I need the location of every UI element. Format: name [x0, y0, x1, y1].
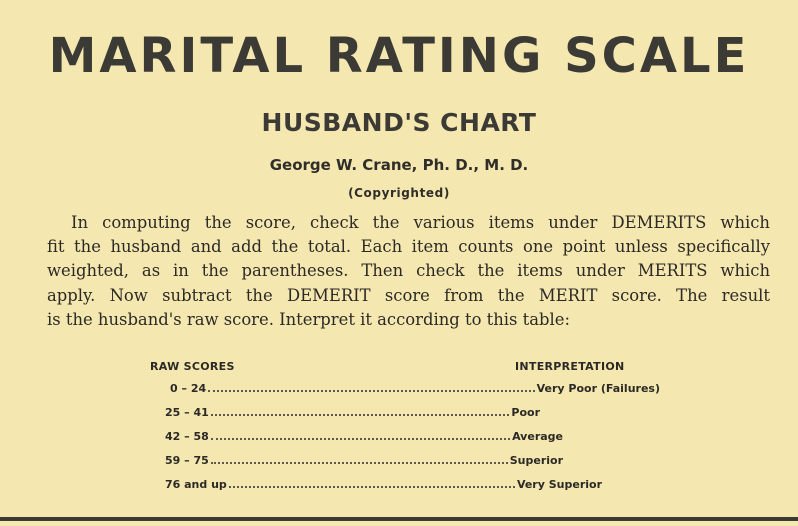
score-range: 25 – 41: [165, 406, 209, 419]
score-range: 0 – 24: [170, 382, 207, 395]
table-row: [165, 428, 563, 448]
dot-leader: [211, 414, 510, 416]
table-row: [170, 380, 660, 400]
score-range: 42 – 58: [165, 430, 209, 443]
instructions-line: fit the husband and add the total. Each item counts one point unless specifically: [47, 237, 770, 257]
instructions-line: is the husband's raw score. Interpret it according to this table:: [47, 309, 570, 329]
table-row: [165, 404, 540, 424]
chart-subtitle: HUSBAND'S CHART: [261, 108, 537, 137]
score-interpretation: Very Poor (Failures): [536, 382, 660, 395]
score-interpretation: Superior: [509, 454, 563, 467]
dot-leader: [208, 390, 534, 392]
score-range: 59 – 75: [165, 454, 209, 467]
author-line: George W. Crane, Ph. D., M. D.: [269, 156, 529, 174]
dot-leader: [211, 438, 510, 440]
copyright-notice: (Copyrighted): [348, 186, 450, 200]
score-range: 76 and up: [165, 478, 227, 491]
score-interpretation: Very Superior: [516, 478, 602, 491]
instructions-line: weighted, as in the parentheses. Then check the items under MERITS which: [47, 261, 770, 281]
dot-leader: [229, 486, 515, 488]
instructions-line: In computing the score, check the various items under DEMERITS which: [71, 213, 770, 232]
dot-leader: [211, 462, 508, 464]
table-row: [165, 476, 602, 496]
instructions-line: apply. Now subtract the DEMERIT score from the MERIT score. The result: [47, 285, 770, 305]
raw-scores-header: RAW SCORES: [150, 360, 235, 373]
instructions-paragraph: [47, 211, 770, 332]
interpretation-header: INTERPRETATION: [515, 360, 625, 373]
bottom-rule: [0, 517, 798, 521]
score-interpretation: Poor: [511, 406, 540, 419]
page-title: MARITAL RATING SCALE: [48, 28, 750, 84]
table-row: [165, 452, 563, 472]
score-interpretation: Average: [512, 430, 563, 443]
